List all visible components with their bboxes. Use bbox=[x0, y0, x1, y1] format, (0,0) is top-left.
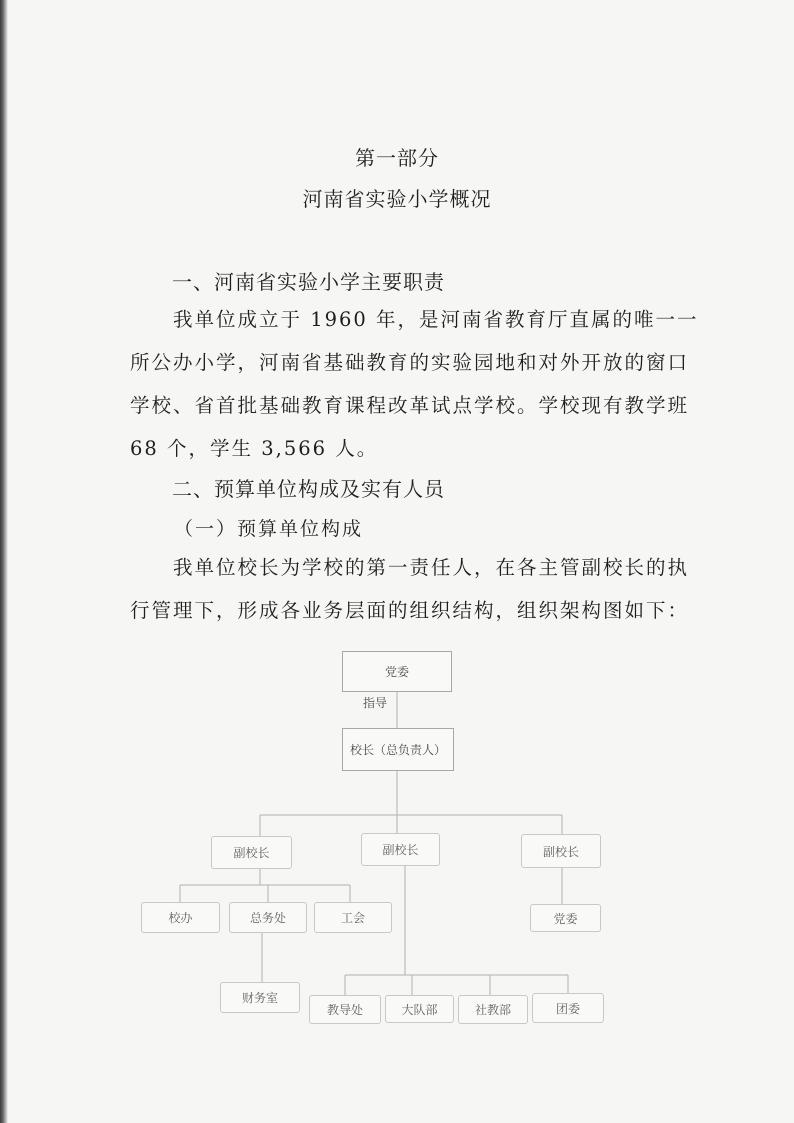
org-box-youth-league: 团委 bbox=[532, 993, 604, 1023]
section2-heading: 二、预算单位构成及实有人员 bbox=[172, 477, 445, 501]
paragraph-line: 我单位校长为学校的第一责任人，在各主管副校长的执 bbox=[173, 556, 690, 579]
org-box-vice-principal-right: 副校长 bbox=[521, 834, 601, 868]
org-label-guide: 指导 bbox=[363, 696, 388, 710]
org-box-vice-principal-left: 副校长 bbox=[211, 836, 292, 869]
org-box-finance: 财务室 bbox=[220, 982, 300, 1013]
org-box-principal: 校长（总负责人） bbox=[342, 728, 454, 771]
section1-paragraph bbox=[130, 298, 699, 470]
section2-subheading: （一）预算单位构成 bbox=[174, 518, 364, 540]
org-box-office: 校办 bbox=[141, 902, 220, 933]
paragraph-line: 所公办小学，河南省基础教育的实验园地和对外开放的窗口 bbox=[130, 351, 690, 374]
org-box-vice-principal-middle: 副校长 bbox=[361, 833, 440, 866]
part-title: 第一部分 bbox=[355, 146, 439, 170]
section1-heading: 一、河南省实验小学主要职责 bbox=[172, 270, 445, 294]
paragraph-line: 行管理下，形成各业务层面的组织结构，组织架构图如下： bbox=[130, 599, 690, 622]
section2-paragraph bbox=[130, 546, 690, 632]
org-box-brigade: 大队部 bbox=[385, 995, 454, 1023]
paragraph-line: 68 个，学生 3,566 人。 bbox=[130, 437, 379, 460]
org-box-community: 社教部 bbox=[458, 995, 528, 1024]
org-box-teaching: 教导处 bbox=[309, 995, 381, 1024]
org-box-party-branch: 党委 bbox=[530, 904, 601, 932]
page-title: 河南省实验小学概况 bbox=[302, 187, 492, 211]
org-box-general-affairs: 总务处 bbox=[229, 902, 307, 933]
org-box-party: 党委 bbox=[342, 651, 452, 692]
org-box-union: 工会 bbox=[314, 902, 392, 933]
paragraph-line: 我单位成立于 1960 年，是河南省教育厅直属的唯一一 bbox=[173, 308, 699, 331]
paragraph-line: 学校、省首批基础教育课程改革试点学校。学校现有教学班 bbox=[130, 394, 690, 417]
